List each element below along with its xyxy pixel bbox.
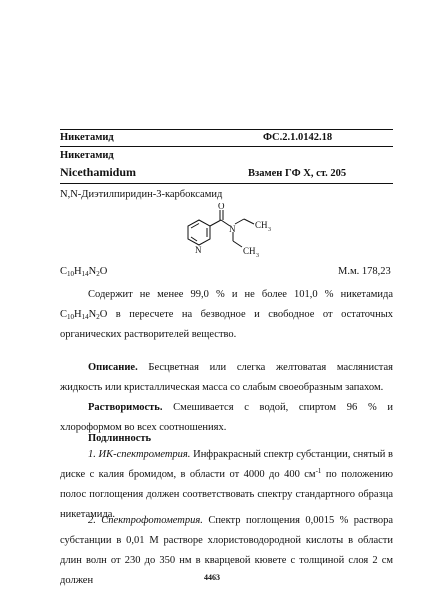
methyl-top-label: CH (255, 220, 268, 230)
monograph-name-ru: Никетамид (60, 132, 114, 143)
methyl-top-sub: 3 (268, 227, 271, 233)
molecular-formula: $C_{10}H_{14}N_2O$ (60, 266, 108, 278)
header-middle-rule (60, 146, 393, 147)
page-number: 4463 (204, 573, 220, 582)
replaces-note: Взамен ГФ X, ст. 205 (248, 168, 347, 179)
amide-nitrogen-label: N (229, 224, 236, 234)
monograph-name-ru-2: Никетамид (60, 150, 114, 161)
chemical-name: N,N-Диэтилпиридин-3-карбоксамид (60, 189, 223, 200)
methyl-bottom-sub: 3 (256, 253, 259, 259)
description-paragraph: Описание. Бесцветная или слегка желтоватая маслянистая жидкость или кристаллическая масса со слабым своеобразным запахом. (60, 362, 393, 393)
structural-formula (172, 203, 282, 265)
spectrophotometry-paragraph: 2. Спектрофотометрия. Спектр поглощения 0,0015 % раствора субстанции в 0,01 М растворе хлористоводородной кислоты в области длин волн от 230 до 350 нм в кварцевой кювете с толщиной слоя 2 см должен (60, 515, 393, 586)
header-bottom-rule (60, 183, 393, 184)
solubility-paragraph: Растворимость. Смешивается с водой, спиртом 96 % и хлороформом во всех соотношениях. (60, 402, 393, 433)
methyl-bottom-label: CH (243, 246, 256, 256)
ring-nitrogen-label: N (195, 245, 202, 255)
monograph-name-latin: Nicethamidum (60, 165, 136, 179)
ir-paragraph: 1. ИК-спектрометрия. Инфракрасный спектр субстанции, снятый в диске с калия бромидом, в области от 4000 до 400 $см^{-1}$ по положению полос поглощения должен соответствовать спектру стандартного образца никетамида. (60, 449, 394, 520)
monograph-code: ФС.2.1.0142.18 (263, 132, 333, 143)
header-top-rule (60, 129, 393, 130)
authenticity-heading: Подлинность (88, 433, 152, 444)
content-paragraph: Содержит не менее 99,0 % и не более 101,0 % никетамида $C_{10}H_{14}N_2O$ в пересчете на безводное и свободное от остаточных органических растворителей вещество. (60, 289, 393, 340)
oxygen-label: O (218, 203, 225, 211)
molecular-mass: М.м. 178,23 (338, 266, 391, 277)
